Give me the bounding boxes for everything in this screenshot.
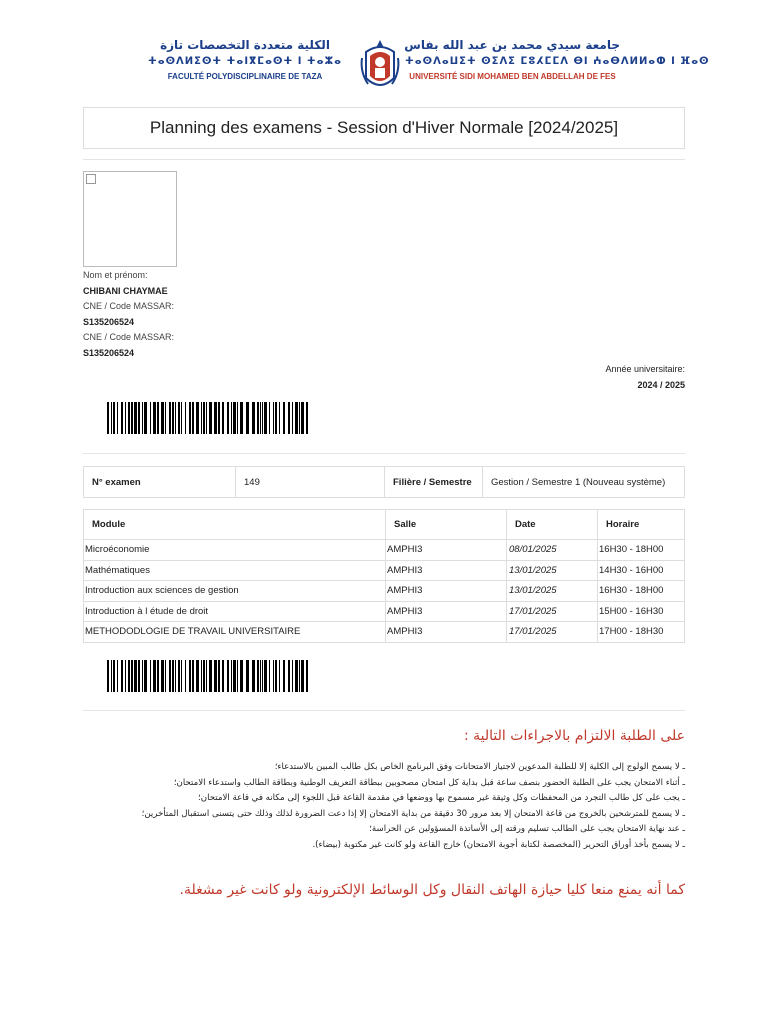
barcode-bar	[113, 402, 115, 434]
barcode-bar	[138, 402, 140, 434]
barcode-bar	[144, 660, 147, 692]
column-header: Module	[84, 510, 386, 540]
time-cell: 16H30 - 18H00	[598, 540, 685, 561]
barcode-bar	[128, 660, 130, 692]
time-cell: 15H00 - 16H30	[598, 601, 685, 622]
faculty-name	[140, 36, 350, 84]
barcode-bar	[196, 402, 199, 434]
academic-year	[605, 362, 685, 393]
date-cell: 17/01/2025	[507, 601, 598, 622]
barcode-bar	[178, 402, 180, 434]
module-cell: Introduction aux sciences de gestion	[84, 581, 386, 602]
date-cell: 17/01/2025	[507, 622, 598, 643]
barcode-bar	[121, 660, 123, 692]
barcode-bar	[288, 402, 290, 434]
barcode-bar	[196, 660, 199, 692]
barcode-bar	[237, 402, 238, 434]
table-row	[84, 622, 685, 643]
barcode-bar	[185, 402, 186, 434]
list-item: ـ يجب على كل طالب التجرد من المحفظات وكل وثيقة غير مسموح بها ووضعها في مقدمة القاعة قبل اللجوء إلى مكانه في قاعة الامتحان؛	[198, 793, 685, 803]
barcode-bar	[218, 402, 220, 434]
cne-label: CNE / Code MASSAR:	[83, 301, 175, 311]
cne-label: CNE / Code MASSAR:	[83, 332, 175, 342]
barcode-bar	[125, 402, 126, 434]
barcode-bar	[233, 660, 236, 692]
barcode-bar	[206, 402, 207, 434]
barcode-bar	[131, 402, 133, 434]
barcode-bar	[273, 402, 274, 434]
barcode-bar	[113, 660, 115, 692]
barcode-bar	[227, 402, 229, 434]
barcode-bar	[301, 402, 304, 434]
student-info	[83, 268, 174, 361]
barcode-bar	[201, 402, 202, 434]
barcode-bar	[134, 402, 137, 434]
barcode-bar	[111, 402, 112, 434]
barcode-bar	[209, 660, 212, 692]
exam-schedule-table	[83, 509, 685, 643]
barcode-bar	[214, 402, 217, 434]
barcode-bar	[181, 660, 182, 692]
barcode-bar	[175, 402, 176, 434]
barcode-bar	[169, 660, 171, 692]
room-cell: AMPHI3	[386, 622, 507, 643]
barcode-bar	[283, 660, 285, 692]
barcode-bar	[165, 660, 166, 692]
faculty-name-arabic: الكلية متعددة التخصصات تازة	[160, 38, 330, 52]
cne-value: S135206524	[83, 347, 135, 358]
barcode-bar	[260, 660, 261, 692]
exam-number-label: N° examen	[84, 467, 236, 498]
name-label: Nom et prénom:	[83, 270, 148, 280]
academic-year-value: 2024 / 2025	[637, 379, 685, 390]
barcode-bar	[257, 402, 259, 434]
barcode-bar	[227, 660, 229, 692]
barcode-bar	[150, 402, 151, 434]
university-name-tifinagh: ⵜⴰⵙⴷⴰⵡⵉⵜ ⵙⵉⴷⵉ ⵎⵓⵃⵎⵎⴷ ⴱⵏ ⵄⴰⴱⴷⵍⵍⴰⵀ ⵏ ⴼⴰⵙ	[405, 56, 710, 67]
barcode-bar	[192, 402, 194, 434]
room-cell: AMPHI3	[386, 601, 507, 622]
barcode-bar	[157, 660, 159, 692]
barcode-bar	[161, 660, 164, 692]
barcode	[107, 660, 313, 692]
barcode-bar	[246, 402, 249, 434]
barcode-bar	[299, 660, 300, 692]
column-header: Date	[507, 510, 598, 540]
table-row	[84, 540, 685, 561]
barcode-bar	[246, 660, 249, 692]
module-cell: Microéconomie	[84, 540, 386, 561]
barcode-bar	[269, 402, 270, 434]
barcode	[107, 402, 313, 434]
list-item: ـ لا يسمح بأخذ أوراق التحرير (المخصصة لكتابة أجوبة الامتحان) خارج القاعة ولو كانت غير مكتوبة (بيضاء).	[312, 839, 685, 850]
barcode-bar	[252, 660, 255, 692]
barcode-bar	[218, 660, 220, 692]
barcode-bar	[169, 402, 171, 434]
barcode-bar	[153, 402, 156, 434]
room-cell: AMPHI3	[386, 540, 507, 561]
barcode-bar	[117, 402, 118, 434]
barcode-bar	[185, 660, 186, 692]
barcode-bar	[306, 660, 308, 692]
barcode-bar	[144, 402, 147, 434]
time-cell: 17H00 - 18H30	[598, 622, 685, 643]
barcode-bar	[142, 402, 143, 434]
barcode-bar	[262, 660, 263, 692]
student-photo	[83, 171, 177, 267]
list-item: ـ أثناء الامتحان يجب على الطلبة الحضور بنصف ساعة قبل بداية كل امتحان مصحوبين ببطاقة التعريف الوطنية وبطاقة الطالب واستدعاء الامتحان؛	[173, 777, 685, 788]
time-cell: 16H30 - 18H00	[598, 581, 685, 602]
barcode-bar	[269, 660, 270, 692]
barcode-bar	[231, 660, 232, 692]
date-cell: 13/01/2025	[507, 581, 598, 602]
barcode-bar	[175, 660, 176, 692]
column-header: Salle	[386, 510, 507, 540]
barcode-bar	[172, 402, 174, 434]
module-cell: METHODODLOGIE DE TRAVAIL UNIVERSITAIRE	[84, 622, 386, 643]
divider	[83, 159, 685, 160]
barcode-bar	[206, 660, 207, 692]
barcode-bar	[142, 660, 143, 692]
barcode-bar	[128, 402, 130, 434]
academic-year-label: Année universitaire:	[605, 364, 685, 374]
barcode-bar	[237, 660, 238, 692]
date-cell: 13/01/2025	[507, 560, 598, 581]
barcode-bar	[288, 660, 290, 692]
barcode-bar	[275, 660, 277, 692]
barcode-bar	[299, 402, 300, 434]
module-cell: Mathématiques	[84, 560, 386, 581]
barcode-bar	[264, 660, 267, 692]
table-row	[84, 581, 685, 602]
exam-rules-list	[83, 760, 685, 853]
barcode-bar	[157, 402, 159, 434]
barcode-bar	[178, 660, 180, 692]
list-item: ـ لا يسمح الولوج إلى الكلية إلا للطلبة المدعوين لاجتياز الامتحانات وفق البرنامج الخاص بكل طالب المبين بالاستدعاء؛	[274, 762, 685, 772]
barcode-bar	[279, 660, 280, 692]
barcode-bar	[201, 660, 202, 692]
filiere-label: Filière / Semestre	[385, 467, 483, 498]
barcode-bar	[150, 660, 151, 692]
barcode-bar	[107, 660, 109, 692]
barcode-bar	[214, 660, 217, 692]
institution-header	[140, 36, 710, 92]
barcode-bar	[172, 660, 174, 692]
barcode-bar	[107, 402, 109, 434]
barcode-bar	[240, 660, 243, 692]
barcode-bar	[306, 402, 308, 434]
exam-number-value: 149	[236, 467, 385, 498]
notice-heading: على الطلبة الالتزام بالاجراءات التالية :	[464, 728, 685, 744]
table-header-row	[84, 510, 685, 540]
barcode-bar	[292, 660, 293, 692]
barcode-bar	[275, 402, 277, 434]
table-row	[84, 560, 685, 581]
filiere-value: Gestion / Semestre 1 (Nouveau système)	[483, 467, 685, 498]
barcode-bar	[161, 402, 164, 434]
barcode-bar	[121, 402, 123, 434]
barcode-bar	[131, 660, 133, 692]
barcode-bar	[264, 402, 267, 434]
broken-image-icon	[86, 174, 96, 184]
barcode-bar	[117, 660, 118, 692]
list-item: ـ لا يسمح للمترشحين بالخروج من قاعة الامتحان إلا بعد مرور 30 دقيقة من بداية الامتحان إلا إذا دعت الضرورة لذلك وذلك حتى يتسنى استقبال المتأخرين؛	[141, 808, 685, 819]
page-title: Planning des examens - Session d'Hiver Normale [2024/2025]	[83, 107, 685, 149]
room-cell: AMPHI3	[386, 560, 507, 581]
barcode-bar	[203, 402, 205, 434]
barcode-bar	[233, 402, 236, 434]
barcode-bar	[292, 402, 293, 434]
university-name-arabic: جامعة سيدي محمد بن عبد الله بفاس	[404, 38, 620, 52]
barcode-bar	[279, 402, 280, 434]
university-name	[404, 36, 710, 84]
barcode-bar	[203, 660, 205, 692]
table-row	[84, 601, 685, 622]
barcode-bar	[165, 402, 166, 434]
barcode-bar	[257, 660, 259, 692]
barcode-bar	[283, 402, 285, 434]
barcode-bar	[222, 660, 224, 692]
exam-info-table	[83, 466, 685, 498]
barcode-bar	[111, 660, 112, 692]
column-header: Horaire	[598, 510, 685, 540]
list-item: ـ عند نهاية الامتحان يجب على الطالب تسليم ورقته إلى الأساتذة المسؤولين عن الحراسة؛	[369, 824, 685, 834]
room-cell: AMPHI3	[386, 581, 507, 602]
barcode-bar	[209, 402, 212, 434]
barcode-bar	[231, 402, 232, 434]
faculty-name-tifinagh: ⵜⴰⵙⴷⵍⵉⵙⵜ ⵜⴰⵏⴳⵎⴰⵙⵜ ⵏ ⵜⴰⵣⴰ	[147, 56, 343, 67]
barcode-bar	[134, 660, 137, 692]
barcode-bar	[295, 402, 298, 434]
divider	[83, 453, 685, 454]
cne-value: S135206524	[83, 316, 135, 327]
university-name-french: UNIVERSITÉ SIDI MOHAMED BEN ABDELLAH DE FES	[409, 72, 616, 81]
barcode-bar	[189, 660, 191, 692]
divider	[83, 710, 685, 711]
barcode-bar	[222, 402, 224, 434]
time-cell: 14H30 - 16H00	[598, 560, 685, 581]
barcode-bar	[273, 660, 274, 692]
barcode-bar	[262, 402, 263, 434]
barcode-bar	[240, 402, 243, 434]
student-name: CHIBANI CHAYMAE	[83, 285, 168, 296]
barcode-bar	[301, 660, 304, 692]
barcode-bar	[138, 660, 140, 692]
barcode-bar	[189, 402, 191, 434]
barcode-bar	[252, 402, 255, 434]
university-logo	[358, 38, 402, 92]
barcode-bar	[125, 660, 126, 692]
barcode-bar	[192, 660, 194, 692]
module-cell: Introduction à l étude de droit	[84, 601, 386, 622]
phone-ban-warning: كما أنه يمنع منعا كليا حيازة الهاتف النقال وكل الوسائط الإلكترونية ولو كانت غير مشغلة.	[179, 882, 685, 898]
barcode-bar	[181, 402, 182, 434]
barcode-bar	[260, 402, 261, 434]
barcode-bar	[153, 660, 156, 692]
barcode-bar	[295, 660, 298, 692]
date-cell: 08/01/2025	[507, 540, 598, 561]
faculty-name-french: FACULTÉ POLYDISCIPLINAIRE DE TAZA	[167, 72, 323, 81]
